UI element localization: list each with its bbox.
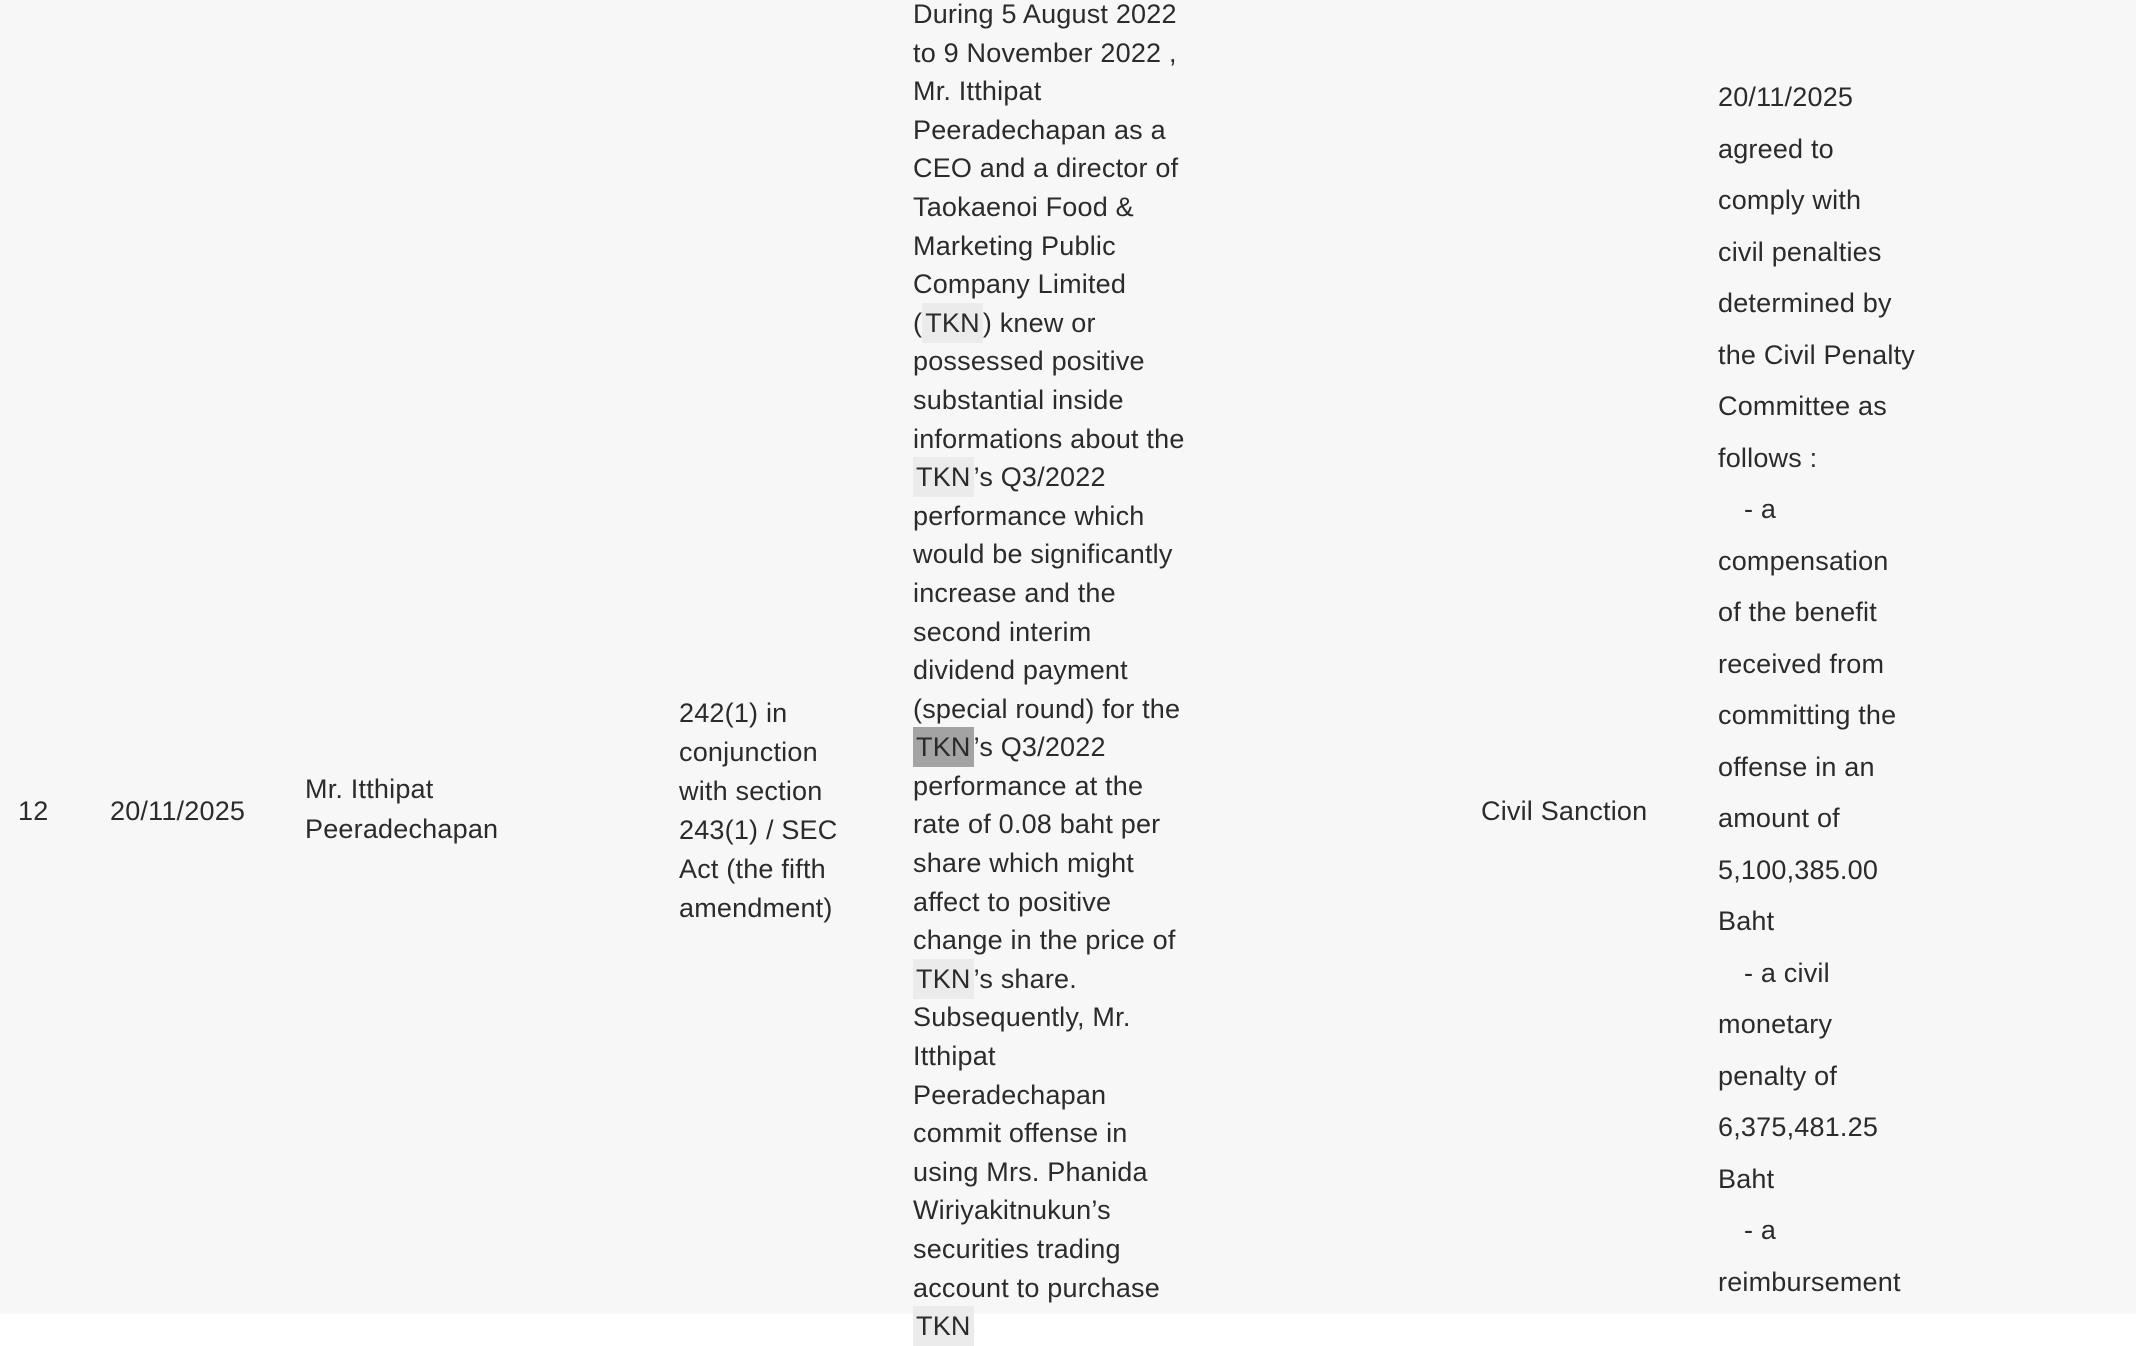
cell-offense-description-line: ( TKN ) knew or [913,304,1185,343]
cell-offense-description-line: Taokaenoi Food & [913,191,1134,222]
cell-penalty-line: 5,100,385.00 [1718,854,1879,885]
cell-penalty-line: received from [1718,648,1885,679]
cell-offense-description-line: During 5 August 2022 [913,0,1177,29]
cell-offense-description-line [913,1307,1185,1346]
cell-offense-description-line: rate of 0.08 baht per [913,809,1161,840]
action-type: Civil Sanction [1481,796,1648,826]
cell-penalty-line: the Civil Penalty [1718,339,1915,370]
cell-law-section [679,694,837,928]
cell-penalty-line: determined by [1718,288,1892,318]
cell-penalty-line: reimbursement [1718,1266,1901,1297]
action-date: 20/11/2025 [110,796,246,826]
cell-law-section-line: amendment) [679,893,833,923]
cell-action-type [1481,791,1647,831]
cell-penalty-line: of the benefit [1718,597,1877,627]
cell-offense-description-line: securities trading [913,1234,1121,1264]
cell-offense-description-line: (special round) for the [913,693,1181,724]
cell-offense-description-line: using Mrs. Phanida [913,1156,1148,1187]
cell-offense-description-line: Itthipat [913,1041,996,1072]
cell-offense-description-line: TKN ’s share. [913,960,1185,999]
cell-law-section-line: 242(1) in [679,698,788,728]
cell-offense-description-line: change in the price of [913,925,1176,956]
cell-penalty-line: Baht [1718,906,1775,936]
cell-penalty-line: comply with [1718,185,1862,215]
cell-penalty-line: Committee as [1718,391,1887,421]
cell-offense-description-line: possessed positive [913,346,1145,377]
cell-penalty-line: civil penalties [1718,236,1882,267]
cell-law-section-line: Act (the fifth [679,854,826,884]
case-number: 12 [18,796,49,826]
cell-offense-description-line: second interim [913,616,1092,647]
cell-penalty-line: amount of [1718,803,1840,833]
cell-penalty-line: Baht [1718,1163,1775,1194]
search-highlight-dark: TKN [913,727,974,767]
cell-offense-description-line: affect to positive [913,886,1112,917]
cell-penalty-line: - a civil [1744,957,1830,988]
cell-offense-description-line: Wiriyakitnukun’s [913,1195,1111,1226]
cell-penalty-line: agreed to [1718,133,1834,164]
cell-penalty-line: penalty of [1718,1060,1838,1091]
cell-offense-description-line: Company Limited [913,269,1127,300]
cell-penalty-line: offense in an [1718,751,1875,782]
cell-offense-description-line: substantial inside [913,384,1124,415]
cell-offense-description-line: performance which [913,500,1145,531]
cell-offense-description-line: Mr. Itthipat [913,76,1042,107]
cell-offense-description-line: share which might [913,848,1134,879]
cell-offense-description-line: to 9 November 2022 , [913,37,1177,68]
cell-penalty-line: 6,375,481.25 [1718,1112,1879,1142]
cell-law-section-line: conjunction [679,737,818,767]
search-highlight-light: TKN [913,959,974,999]
cell-penalty-line: monetary [1718,1009,1833,1039]
cell-penalty [1718,72,1915,1308]
cell-offense-description-line: Peeradechapan [913,1079,1107,1110]
cell-law-section-line: 243(1) / SEC [679,815,838,845]
cell-offense-description-line: would be significantly [913,539,1173,570]
search-highlight-light: TKN [913,457,974,497]
cell-law-section-line: with section [679,776,823,806]
cell-offense-description-line: Peeradechapan as a [913,114,1166,145]
cell-offense-description-line: TKN ’s Q3/2022 [913,458,1185,497]
cell-penalty-line: follows : [1718,442,1818,473]
cell-offense-description-line: Subsequently, Mr. [913,1002,1131,1033]
cell-offense-description-line: account to purchase [913,1272,1160,1303]
cell-penalty-line: committing the [1718,700,1897,730]
cell-penalty-line: 20/11/2025 [1718,82,1854,112]
cell-offense-description-line: Marketing Public [913,230,1116,261]
search-highlight-light: TKN [913,1306,974,1346]
cell-penalty-line: - a [1744,494,1777,524]
cell-offense-description-line: increase and the [913,577,1116,608]
cell-offense-description-line: dividend payment [913,655,1128,686]
cell-offense-description-line: performance at the [913,770,1144,801]
cell-offender-line: Mr. Itthipat [305,774,434,804]
cell-offender-line: Peeradechapan [305,814,499,844]
cell-offense-description [913,0,1185,1346]
cell-offense-description-line: informations about the [913,423,1185,454]
search-highlight-light: TKN [922,303,983,343]
cell-penalty-line: - a [1744,1215,1777,1245]
cell-offender [305,769,498,849]
cell-offense-description-line: TKN ’s Q3/2022 [913,728,1185,767]
cell-action-date [110,791,245,831]
cell-offense-description-line: commit offense in [913,1118,1128,1149]
cell-case-number [18,791,48,831]
cell-offense-description-line: CEO and a director of [913,153,1179,184]
cell-penalty-line: compensation [1718,545,1889,576]
